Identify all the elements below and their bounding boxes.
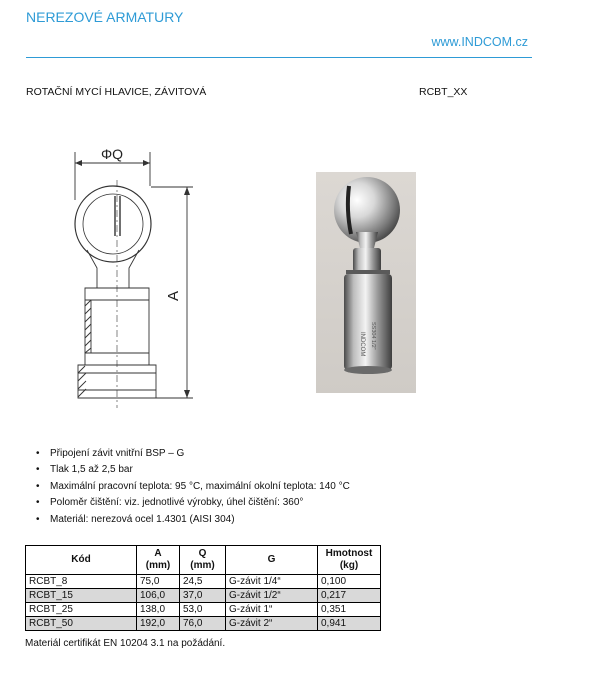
cell-kod: RCBT_8 [26,575,137,589]
technical-drawing [45,140,205,415]
spec-table [25,545,381,631]
header-kod: Kód [26,546,137,575]
cell-hmotnost: 0,217 [318,589,381,603]
list-item: • Tlak 1,5 až 2,5 bar [36,462,350,478]
cell-q: 53,0 [180,603,226,617]
table-row [26,589,381,603]
length-label: A [165,290,182,302]
product-photo [316,172,416,393]
cell-g: G-závit 1/2“ [226,589,318,603]
table-row [26,603,381,617]
certificate-note: Materiál certifikát EN 10204 3.1 na požádání. [25,638,226,649]
cell-a: 138,0 [137,603,180,617]
cell-q: 24,5 [180,575,226,589]
cell-hmotnost: 0,351 [318,603,381,617]
cell-a: 192,0 [137,617,180,631]
diameter-label: ΦQ [100,146,124,162]
product-code: RCBT_XX [419,86,468,98]
cell-a: 75,0 [137,575,180,589]
engraving-brand: INDCOM [359,332,365,357]
product-title: ROTAČNÍ MYCÍ HLAVICE, ZÁVITOVÁ [26,86,207,98]
header-g: G [226,546,318,575]
header-a: A (mm) [137,546,180,575]
cell-g: G-závit 2“ [226,617,318,631]
cell-a: 106,0 [137,589,180,603]
header-divider [26,57,532,58]
cell-g: G-závit 1“ [226,603,318,617]
cell-g: G-závit 1/4“ [226,575,318,589]
cell-hmotnost: 0,941 [318,617,381,631]
feature-list [36,446,350,528]
list-item: • Připojení závit vnitřní BSP – G [36,446,350,462]
table-row [26,575,381,589]
cell-q: 76,0 [180,617,226,631]
cell-q: 37,0 [180,589,226,603]
cell-kod: RCBT_25 [26,603,137,617]
engraving-material: SS304 1/2" [370,322,376,350]
list-item: • Materiál: nerezová ocel 1.4301 (AISI 304) [36,512,350,528]
cell-kod: RCBT_50 [26,617,137,631]
table-header-row [26,546,381,575]
header-q: Q (mm) [180,546,226,575]
list-item: • Maximální pracovní teplota: 95 °C, maximální okolní teplota: 140 °C [36,479,350,495]
header-hmotnost: Hmotnost (kg) [318,546,381,575]
cell-kod: RCBT_15 [26,589,137,603]
table-row [26,617,381,631]
cell-hmotnost: 0,100 [318,575,381,589]
brand-title: NEREZOVÉ ARMATURY [26,9,184,25]
website-link[interactable]: www.INDCOM.cz [431,35,528,49]
list-item: • Poloměr čištění: viz. jednotlivé výrobky, úhel čištění: 360° [36,495,350,511]
